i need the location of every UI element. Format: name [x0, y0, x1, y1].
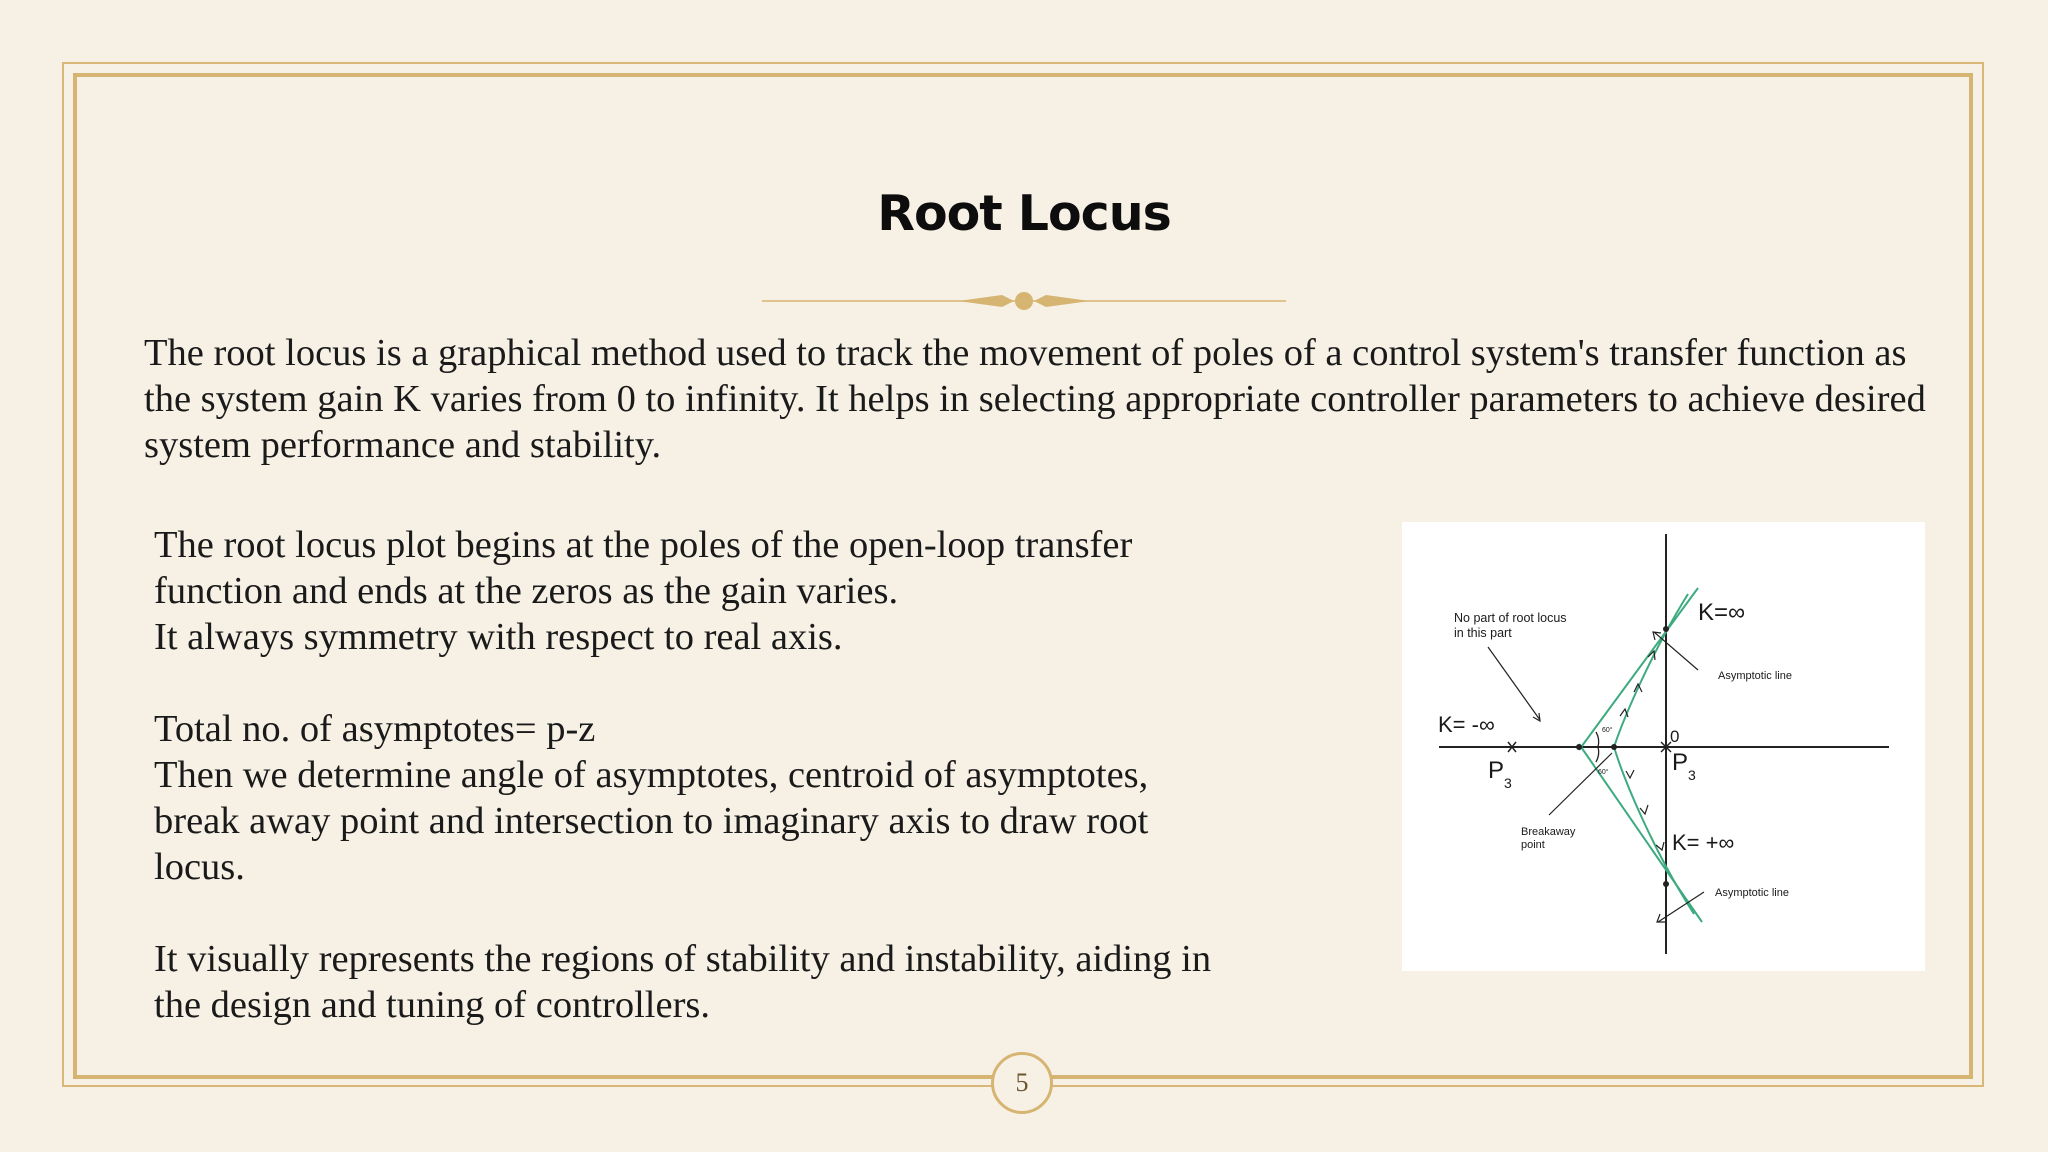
k-pos-inf-top-label: K=∞	[1698, 599, 1746, 626]
pole-right-subscript: 3	[1688, 767, 1696, 783]
text-line: Then we determine angle of asymptotes, centroid of asymptotes,	[154, 754, 1149, 796]
asymptote-bottom-arrow	[1658, 892, 1704, 922]
root-locus-diagram	[1402, 522, 1925, 971]
title-divider	[762, 286, 1286, 316]
pole-right-label: P	[1672, 749, 1689, 776]
breakaway-arrow	[1549, 753, 1612, 815]
asymptotic-line-bottom-label: Asymptotic line	[1715, 887, 1789, 899]
angle-label-top: 60°	[1602, 727, 1613, 734]
text-line: break away point and intersection to imaginary axis to draw root	[154, 800, 1149, 842]
angle-label-bottom: 60°	[1598, 769, 1609, 776]
breakaway-label-line2: point	[1521, 839, 1545, 851]
asymptotic-line-top-label: Asymptotic line	[1718, 670, 1792, 682]
asymptote-upper	[1579, 588, 1698, 750]
asymptote-top-arrow	[1654, 632, 1698, 670]
text-line: The root locus plot begins at the poles of the open-loop transfer	[154, 524, 1133, 566]
pole-left-label: P	[1488, 757, 1505, 784]
text-line: It visually represents the regions of stability and instability, aiding in	[154, 938, 1212, 980]
breakaway-label-line1: Breakaway	[1521, 826, 1576, 838]
k-neg-inf-label: K= -∞	[1438, 712, 1495, 737]
root-locus-figure	[1402, 522, 1925, 971]
note-label-line1: No part of root locus	[1454, 611, 1567, 625]
note-label-line2: in this part	[1454, 626, 1512, 640]
text-line: Total no. of asymptotes= p-z	[154, 708, 596, 750]
text-line: It always symmetry with respect to real axis.	[154, 616, 843, 658]
page-number-badge: 5	[991, 1052, 1053, 1114]
text-line: function and ends at the zeros as the gain varies.	[154, 570, 899, 612]
body-text	[154, 522, 1354, 1028]
k-pos-inf-bottom-label: K= +∞	[1672, 830, 1735, 855]
pole-left-subscript: 3	[1504, 775, 1512, 791]
origin-label: 0	[1670, 727, 1680, 746]
slide-title: Root Locus	[877, 185, 1171, 242]
intro-paragraph: The root locus is a graphical method used to track the movement of poles of a control system's transfer function as the system gain K varies from 0 to infinity. It helps in selecting appropriate controller parameters to achieve desired system performance and stability.	[144, 332, 1926, 466]
text-line: locus.	[154, 846, 245, 888]
text-line: the design and tuning of controllers.	[154, 984, 710, 1026]
note-arrow	[1488, 647, 1540, 720]
